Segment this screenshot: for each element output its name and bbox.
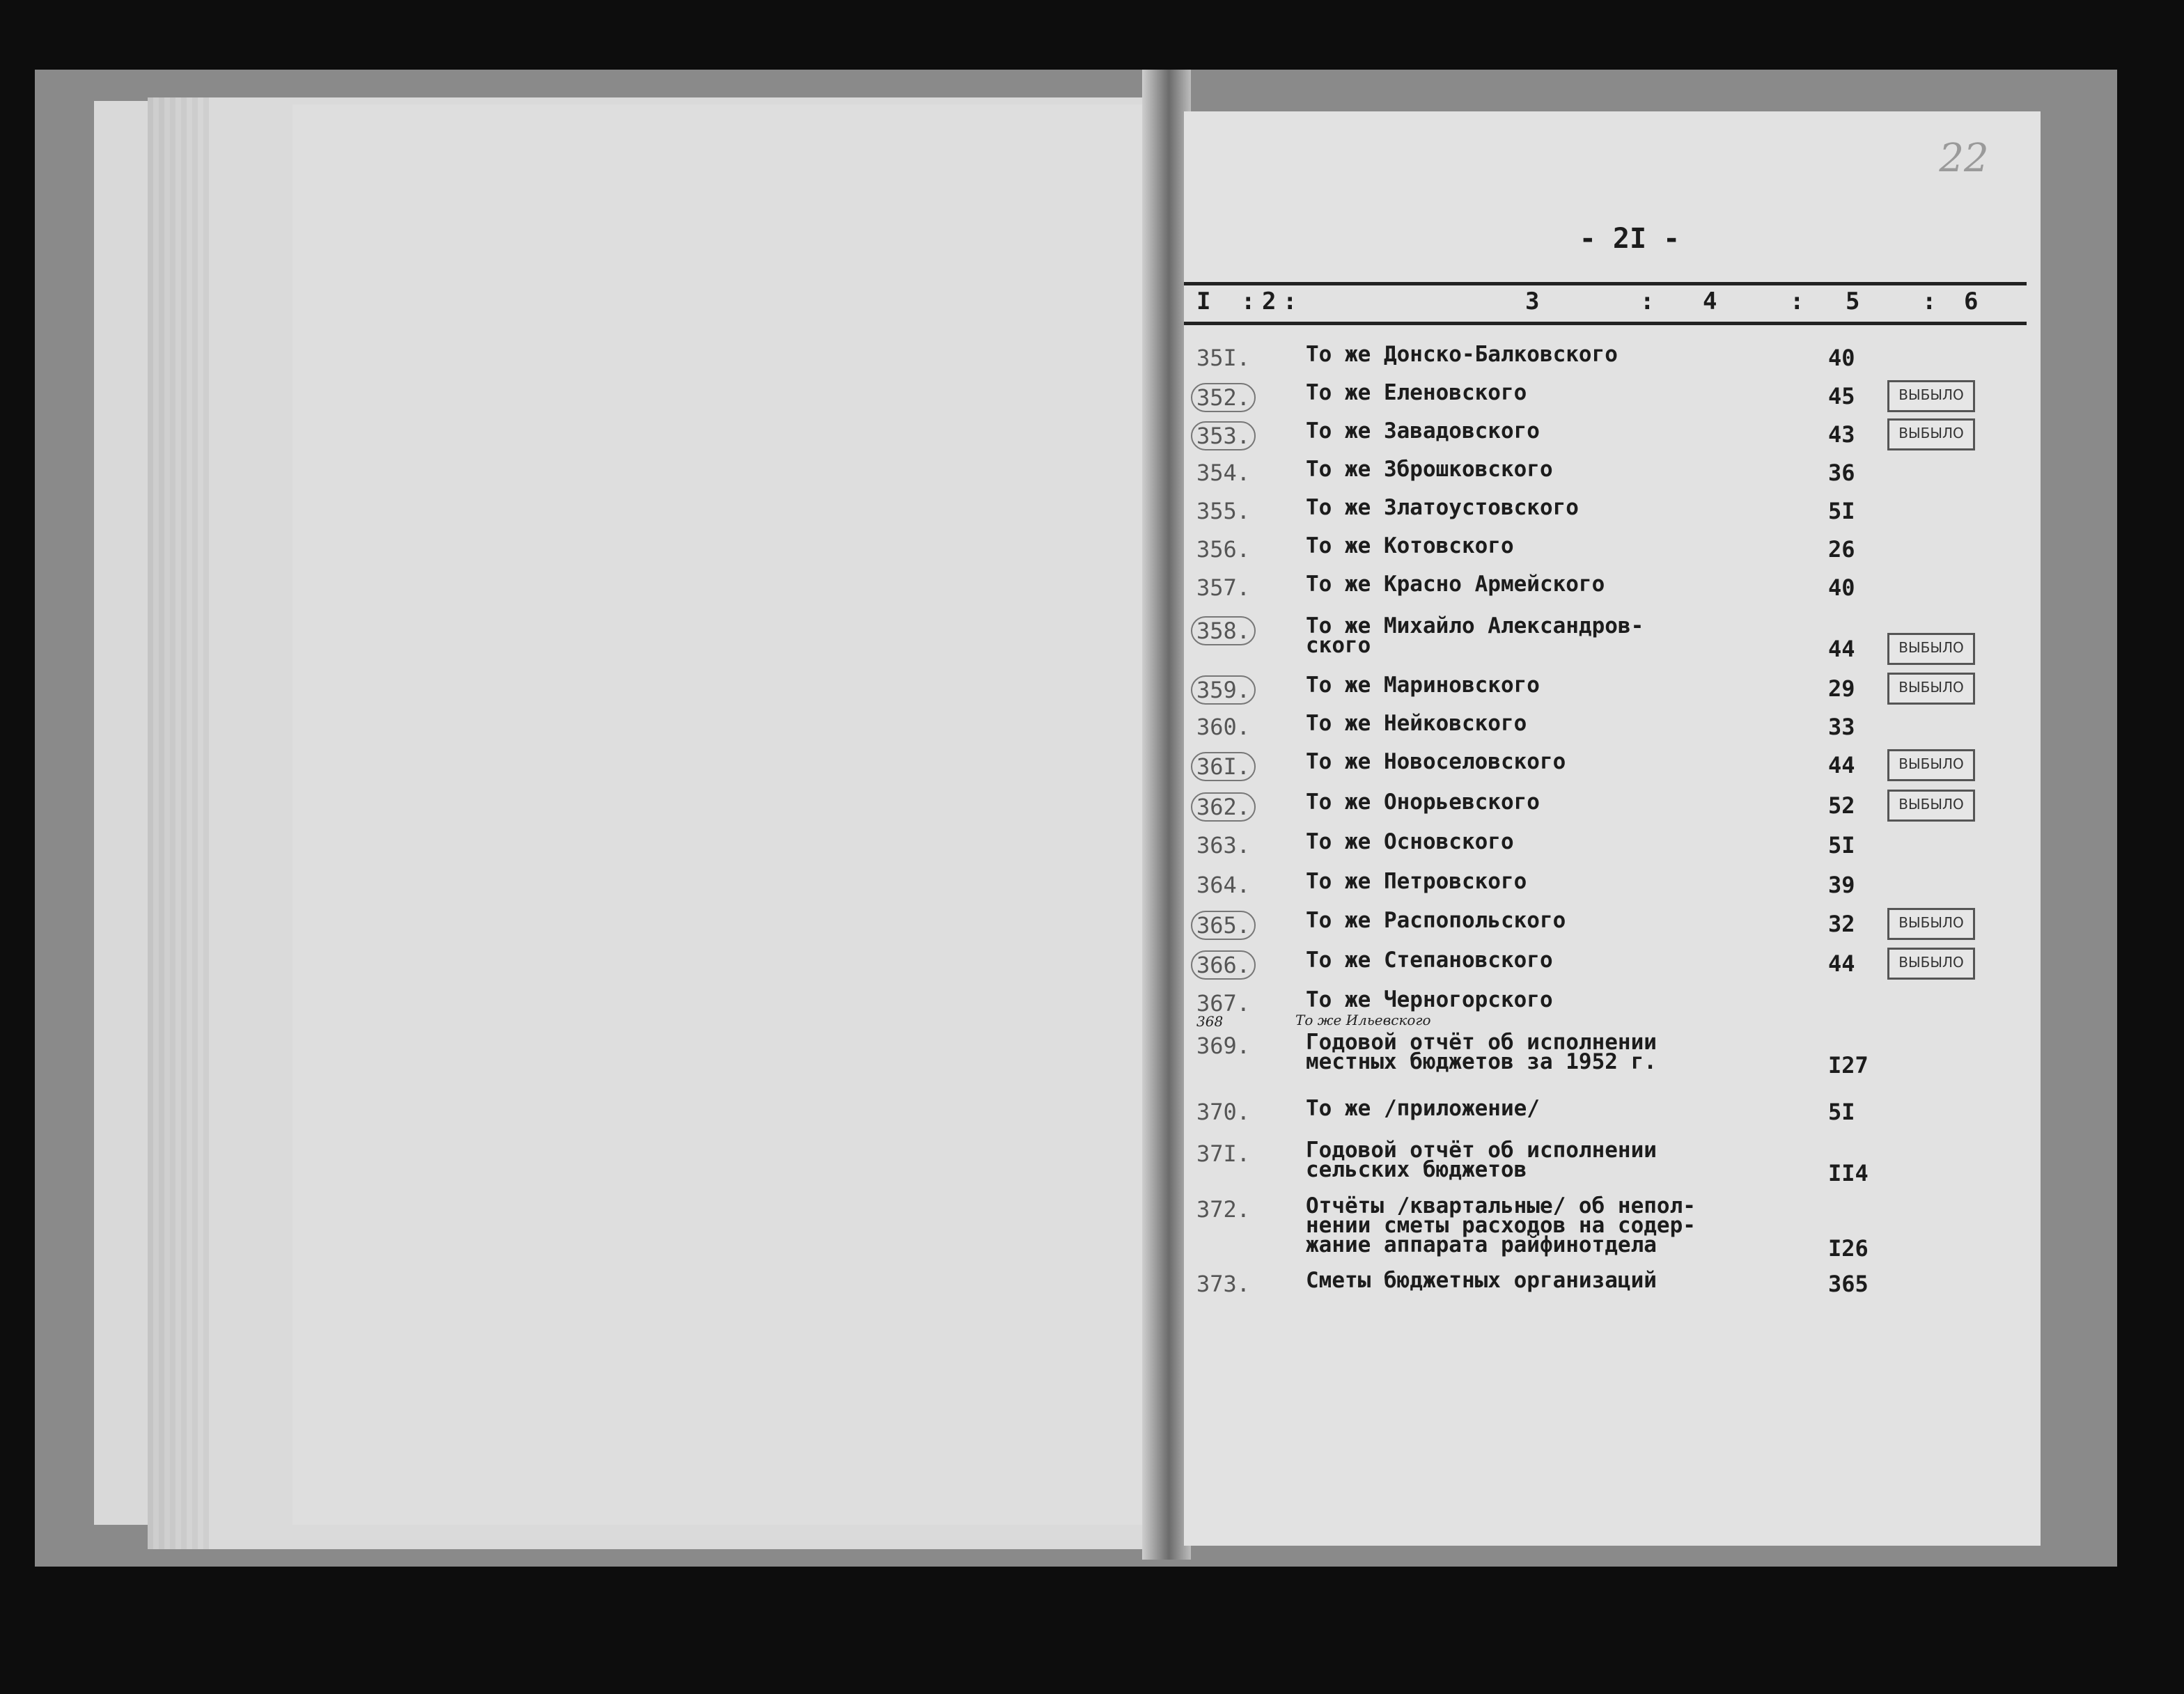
row-number: 369. <box>1196 1033 1251 1059</box>
row-number: 354. <box>1196 460 1251 486</box>
table-row <box>1184 574 2027 616</box>
description-line: Отчёты /квартальные/ об непол- <box>1306 1193 1696 1218</box>
description-line: То же Завадовского <box>1306 418 1540 444</box>
row-sheet-count: 44 <box>1828 752 1855 778</box>
row-description <box>1306 749 1566 774</box>
row-description <box>1306 829 1514 854</box>
row-description <box>1306 495 1579 520</box>
header-sep: : <box>1640 288 1655 315</box>
description-line: То же Донско-Балковского <box>1306 342 1618 367</box>
table-row <box>1184 749 2027 794</box>
table-row <box>1184 792 2027 834</box>
row-number: 36I. <box>1191 752 1256 781</box>
row-number: 37I. <box>1196 1140 1251 1167</box>
row-number: 373. <box>1196 1271 1251 1297</box>
header-cell: 5 <box>1846 288 1860 315</box>
table-row <box>1184 1096 2027 1140</box>
description-line: ского <box>1306 633 1371 658</box>
row-description <box>1306 1268 1657 1293</box>
header-cell: I <box>1196 288 1211 315</box>
row-number: 362. <box>1191 792 1256 822</box>
row-number: 366. <box>1191 950 1256 980</box>
table-row <box>1184 908 2027 952</box>
row-number: 352. <box>1191 383 1256 412</box>
row-sheet-count: 32 <box>1828 911 1855 937</box>
description-line: сельских бюджетов <box>1306 1157 1527 1182</box>
row-sheet-count: 44 <box>1828 636 1855 662</box>
description-line: То же Петровского <box>1306 869 1527 894</box>
row-description <box>1306 1030 1657 1074</box>
description-line: То же Онорьевского <box>1306 790 1540 815</box>
row-number: 363. <box>1196 832 1251 858</box>
row-description <box>1306 711 1527 736</box>
table-row <box>1184 1268 2027 1312</box>
row-sheet-count: 52 <box>1828 792 1855 819</box>
page-number: - 2I - <box>1579 223 1680 255</box>
withdrawn-stamp: ВЫБЫЛО <box>1887 418 1975 450</box>
withdrawn-stamp: ВЫБЫЛО <box>1887 749 1975 781</box>
row-sheet-count: 36 <box>1828 460 1855 486</box>
row-sheet-count: 26 <box>1828 536 1855 563</box>
withdrawn-stamp: ВЫБЫЛО <box>1887 908 1975 940</box>
row-sheet-count: 29 <box>1828 675 1855 702</box>
withdrawn-stamp: ВЫБЫЛО <box>1887 790 1975 822</box>
description-line: То же Основского <box>1306 829 1514 854</box>
description-line: То же /приложение/ <box>1306 1096 1540 1121</box>
description-line: То же Еленовского <box>1306 380 1527 405</box>
row-description <box>1306 613 1644 658</box>
row-number: 364. <box>1196 872 1251 898</box>
description-line: То же Златоустовского <box>1306 495 1579 520</box>
description-line: То же Михайло Александров- <box>1306 613 1644 638</box>
right-page <box>1184 111 2041 1546</box>
table-row <box>1184 869 2027 913</box>
table-row <box>1184 950 2027 992</box>
row-number: 365. <box>1191 911 1256 940</box>
sheet-number: 22 <box>1939 136 1989 181</box>
header-cell: 2 <box>1262 288 1277 315</box>
row-description <box>1306 380 1527 405</box>
row-sheet-count: 39 <box>1828 872 1855 898</box>
description-line: То же Степановского <box>1306 948 1553 973</box>
handwritten-number: 368 <box>1196 1013 1224 1030</box>
row-description <box>1306 790 1540 815</box>
row-number: 360. <box>1196 714 1251 740</box>
row-number: 356. <box>1196 536 1251 563</box>
table-row <box>1184 613 2027 662</box>
row-number: 357. <box>1196 574 1251 601</box>
description-line: Годовой отчёт об исполнении <box>1306 1030 1657 1055</box>
row-sheet-count: 5I <box>1828 832 1855 858</box>
row-description <box>1306 1096 1540 1121</box>
row-description <box>1306 987 1553 1012</box>
description-line: То же Котовского <box>1306 533 1514 558</box>
row-description <box>1306 342 1618 367</box>
row-sheet-count: 40 <box>1828 345 1855 371</box>
withdrawn-stamp: ВЫБЫЛО <box>1887 948 1975 980</box>
row-description <box>1306 1138 1657 1182</box>
description-line: местных бюджетов за 1952 г. <box>1306 1049 1657 1074</box>
row-description <box>1306 948 1553 973</box>
row-number: 359. <box>1191 675 1256 705</box>
withdrawn-stamp: ВЫБЫЛО <box>1887 633 1975 665</box>
row-number: 367. <box>1196 990 1251 1017</box>
table-row <box>1184 829 2027 874</box>
row-description <box>1306 869 1527 894</box>
header-cell: 4 <box>1703 288 1717 315</box>
row-sheet-count: I27 <box>1828 1052 1869 1079</box>
row-description <box>1306 908 1566 933</box>
row-description <box>1306 673 1540 698</box>
description-line: То же Черногорского <box>1306 987 1553 1012</box>
row-sheet-count: I26 <box>1828 1235 1869 1262</box>
table-header <box>1184 282 2027 325</box>
row-description <box>1306 1193 1696 1257</box>
withdrawn-stamp: ВЫБЫЛО <box>1887 673 1975 705</box>
withdrawn-stamp: ВЫБЫЛО <box>1887 380 1975 412</box>
handwritten-entry: То же Ильевского <box>1295 1012 1431 1028</box>
description-line: жание аппарата райфинотдела <box>1306 1232 1657 1257</box>
description-line: То же Красно Армейского <box>1306 572 1605 597</box>
left-blank-page <box>292 104 1177 1525</box>
header-sep: : <box>1790 288 1804 315</box>
header-cell: 3 <box>1525 288 1540 315</box>
table-row <box>1184 1030 2027 1079</box>
description-line: То же Распопольского <box>1306 908 1566 933</box>
row-number: 35I. <box>1196 345 1251 371</box>
row-sheet-count: 365 <box>1828 1271 1869 1297</box>
description-line: То же Зброшковского <box>1306 457 1553 482</box>
row-sheet-count: 43 <box>1828 421 1855 448</box>
header-sep: : <box>1241 288 1256 315</box>
table-row <box>1184 1193 2027 1262</box>
row-sheet-count: 5I <box>1828 498 1855 524</box>
row-number: 372. <box>1196 1196 1251 1223</box>
row-description <box>1306 418 1540 444</box>
row-sheet-count: II4 <box>1828 1160 1869 1186</box>
row-description <box>1306 572 1605 597</box>
row-sheet-count: 44 <box>1828 950 1855 977</box>
row-number: 370. <box>1196 1099 1251 1125</box>
row-sheet-count: 5I <box>1828 1099 1855 1125</box>
header-cell: 6 <box>1964 288 1979 315</box>
description-line: Годовой отчёт об исполнении <box>1306 1138 1657 1163</box>
description-line: То же Мариновского <box>1306 673 1540 698</box>
row-number: 353. <box>1191 421 1256 450</box>
row-sheet-count: 40 <box>1828 574 1855 601</box>
description-line: То же Нейковского <box>1306 711 1527 736</box>
description-line: Сметы бюджетных организаций <box>1306 1268 1657 1293</box>
description-line: То же Новоселовского <box>1306 749 1566 774</box>
row-number: 358. <box>1191 616 1256 645</box>
row-description <box>1306 457 1553 482</box>
row-number: 355. <box>1196 498 1251 524</box>
row-sheet-count: 33 <box>1828 714 1855 740</box>
header-sep: : <box>1283 288 1297 315</box>
table-row <box>1184 1138 2027 1186</box>
row-sheet-count: 45 <box>1828 383 1855 409</box>
description-line: нении сметы расходов на содер- <box>1306 1213 1696 1238</box>
row-description <box>1306 533 1514 558</box>
header-sep: : <box>1922 288 1937 315</box>
